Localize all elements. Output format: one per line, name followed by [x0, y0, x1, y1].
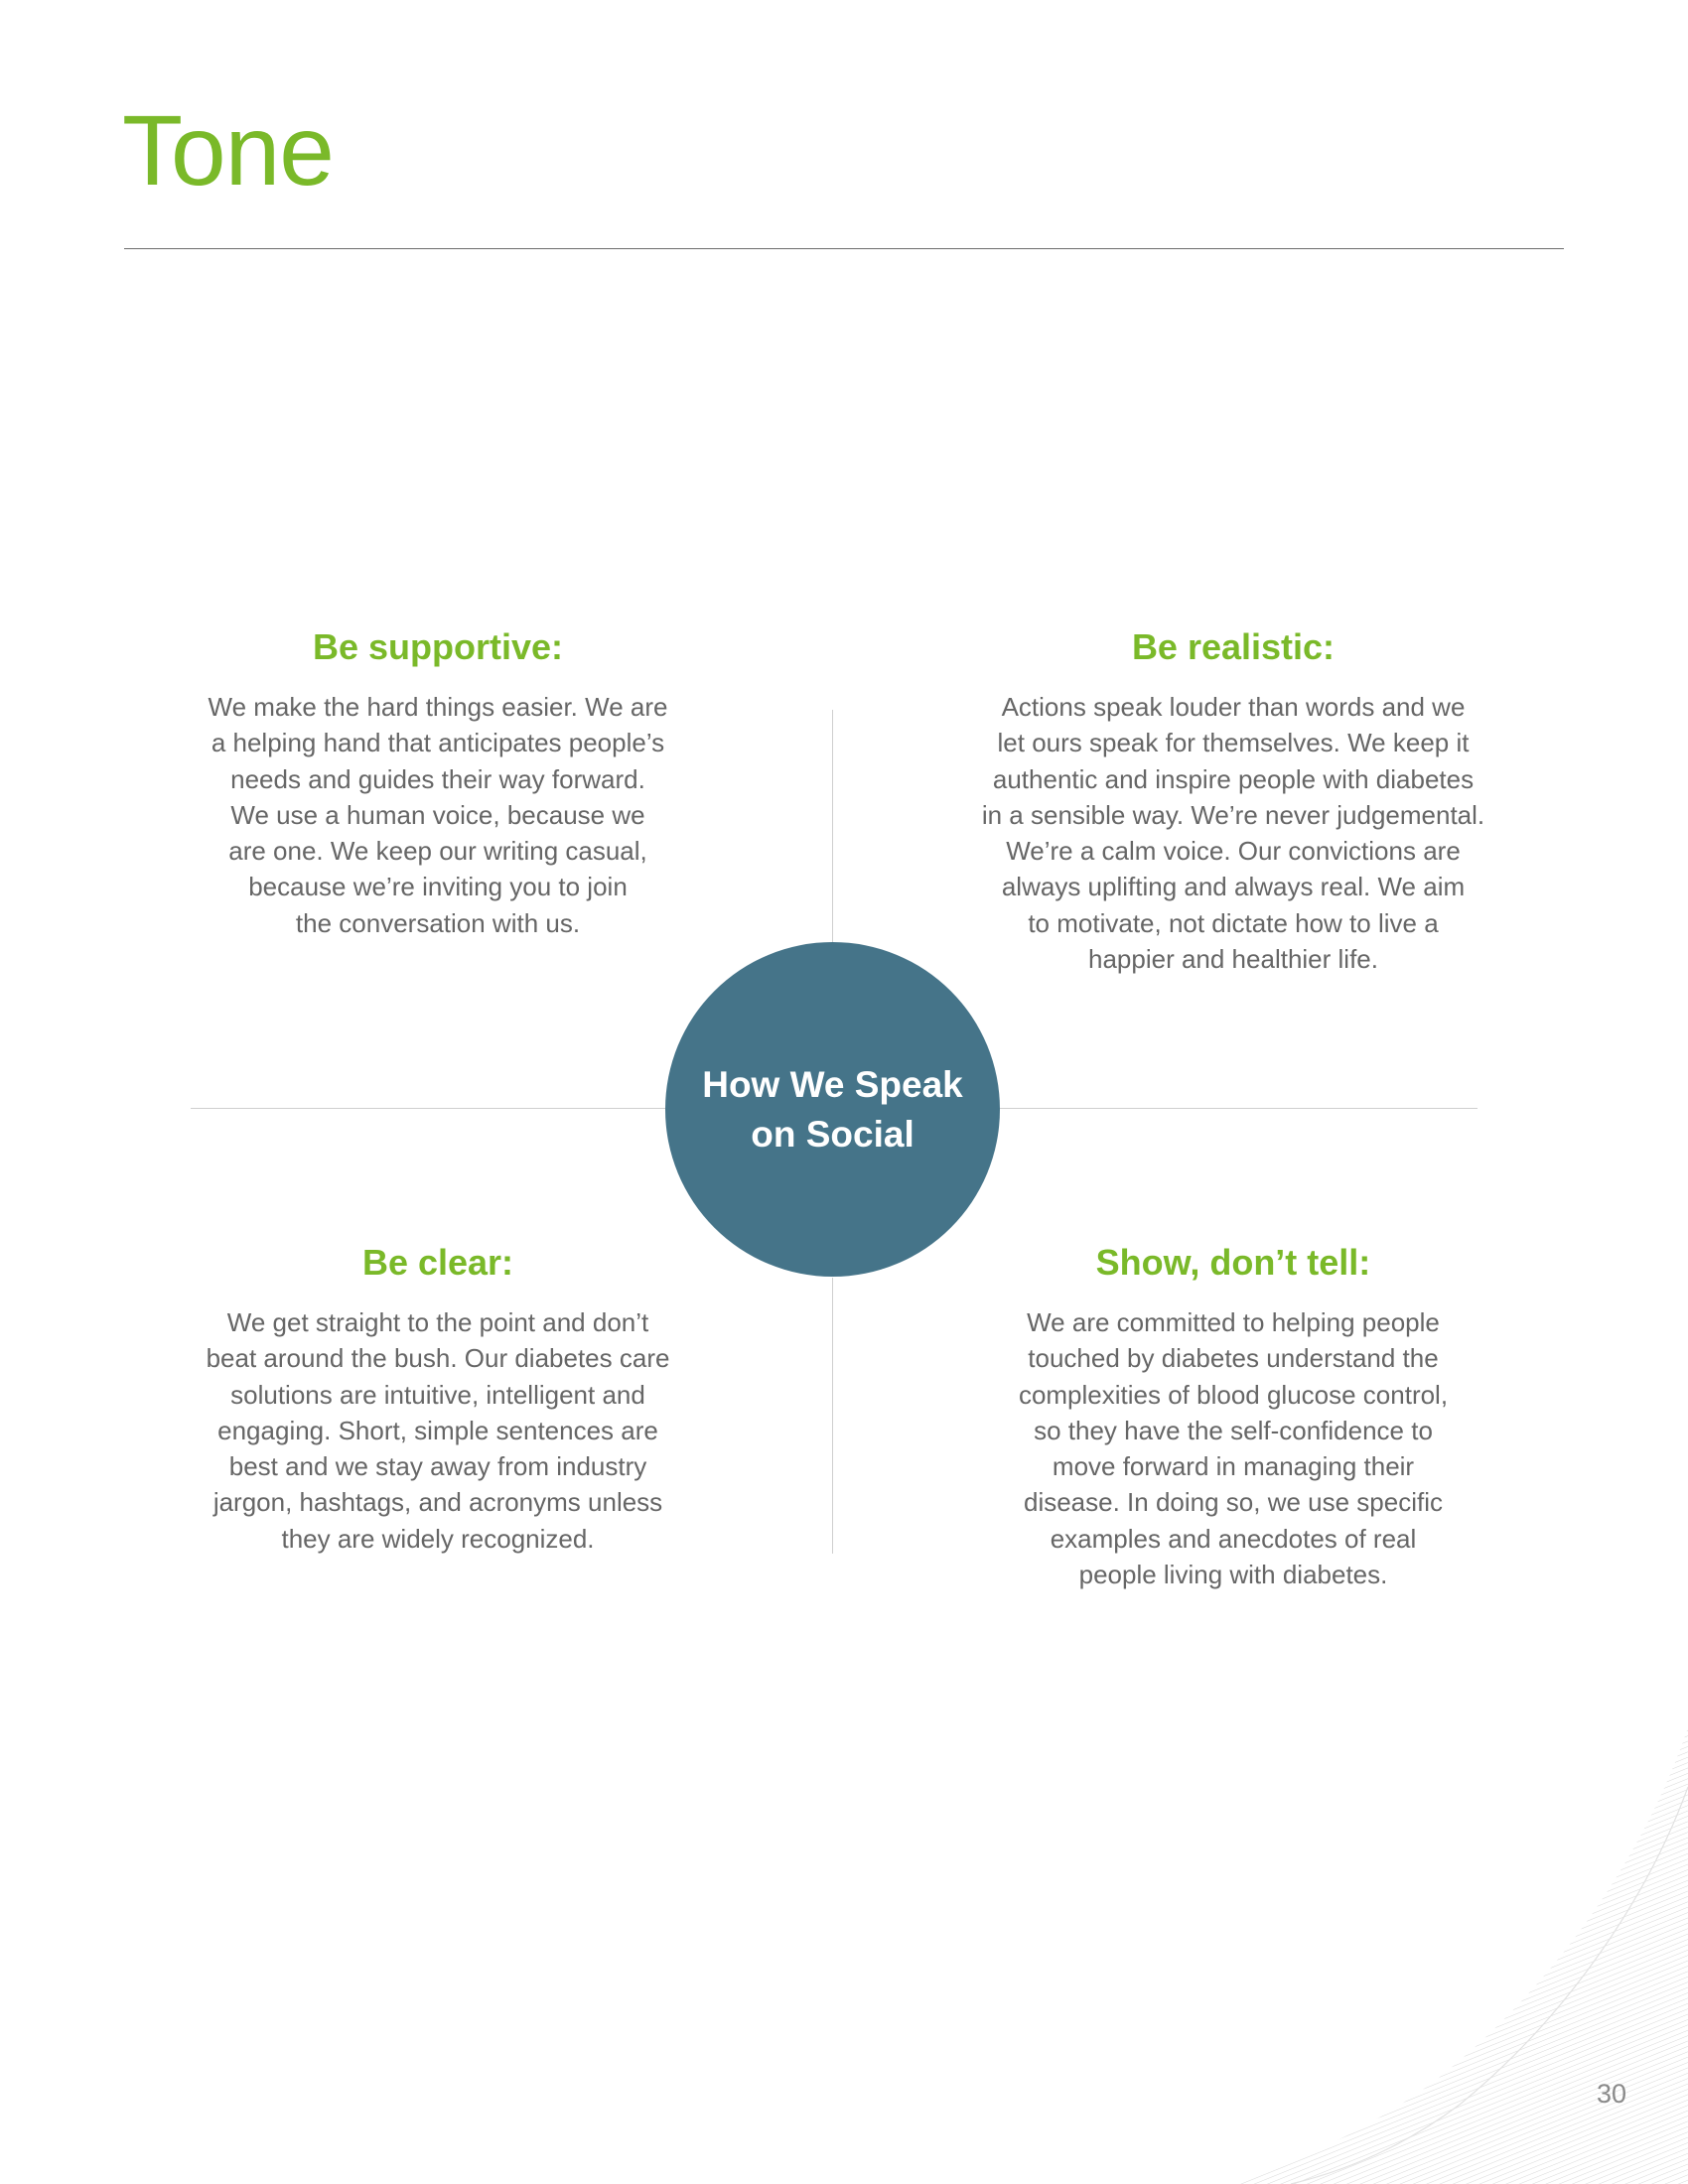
horizontal-divider-left [191, 1108, 667, 1109]
body-line: in a sensible way. We’re never judgemental. [981, 799, 1485, 830]
body-line: they are widely recognized. [281, 1523, 595, 1554]
body-line: to motivate, not dictate how to live a [1028, 907, 1439, 938]
body-line: disease. In doing so, we use specific [1023, 1487, 1444, 1518]
quadrant-be-supportive [160, 625, 716, 941]
quadrant-show-dont-tell [955, 1241, 1511, 1592]
body-line: so they have the self-confidence to [1034, 1415, 1433, 1445]
center-label-line: How We Speak [702, 1063, 963, 1105]
body-line: Actions speak louder than words and we [1001, 692, 1466, 722]
quadrant-body [975, 1304, 1491, 1592]
quadrant-heading: Be clear: [361, 1242, 514, 1283]
body-line: authentic and inspire people with diabetes [992, 763, 1475, 794]
body-line: move forward in managing their [1052, 1451, 1415, 1482]
body-line: the conversation with us. [295, 907, 581, 938]
quadrant-be-clear [160, 1241, 716, 1557]
body-line: best and we stay away from industry [228, 1451, 647, 1482]
body-line: touched by diabetes understand the [1028, 1343, 1439, 1374]
center-circle [665, 942, 1000, 1277]
body-line: are one. We keep our writing casual, [228, 836, 647, 867]
body-line: solutions are intuitive, intelligent and [230, 1379, 645, 1410]
body-line: We make the hard things easier. We are [208, 692, 668, 722]
vertical-divider-top [832, 710, 833, 943]
quadrant-body [975, 689, 1491, 977]
center-label [694, 1060, 972, 1160]
body-line: let ours speak for themselves. We keep it [997, 728, 1470, 758]
body-line: people living with diabetes. [1078, 1560, 1388, 1590]
body-line: needs and guides their way forward. [230, 763, 645, 794]
body-line: beat around the bush. Our diabetes care [206, 1343, 670, 1374]
body-line: jargon, hashtags, and acronyms unless [212, 1487, 663, 1518]
body-line: We get straight to the point and don’t [226, 1307, 649, 1337]
quadrant-be-realistic [955, 625, 1511, 977]
corner-wave-decoration [1231, 1727, 1688, 2184]
body-line: We use a human voice, because we [230, 799, 645, 830]
body-line: a helping hand that anticipates people’s [211, 728, 665, 758]
body-line: complexities of blood glucose control, [1018, 1379, 1449, 1410]
horizontal-divider-right [997, 1108, 1477, 1109]
quadrant-body [180, 689, 696, 941]
quadrant-body [180, 1304, 696, 1557]
page-number: 30 [1596, 2079, 1626, 2109]
body-line: happier and healthier life. [1088, 944, 1378, 975]
quadrant-heading: Be realistic: [1131, 626, 1336, 667]
title-divider [124, 248, 1564, 249]
quadrant-heading: Be supportive: [312, 626, 564, 667]
quadrant-heading: Show, don’t tell: [1095, 1242, 1371, 1283]
center-label-line: on Social [751, 1113, 914, 1155]
body-line: examples and anecdotes of real [1050, 1523, 1417, 1554]
vertical-divider-bottom [832, 1278, 833, 1554]
body-line: We are committed to helping people [1027, 1307, 1440, 1337]
body-line: always uplifting and always real. We aim [1001, 872, 1466, 902]
body-line: engaging. Short, simple sentences are [217, 1415, 658, 1445]
body-line: We’re a calm voice. Our convictions are [1006, 836, 1461, 867]
body-line: because we’re inviting you to join [248, 872, 628, 902]
page-title: Tone [122, 95, 334, 206]
